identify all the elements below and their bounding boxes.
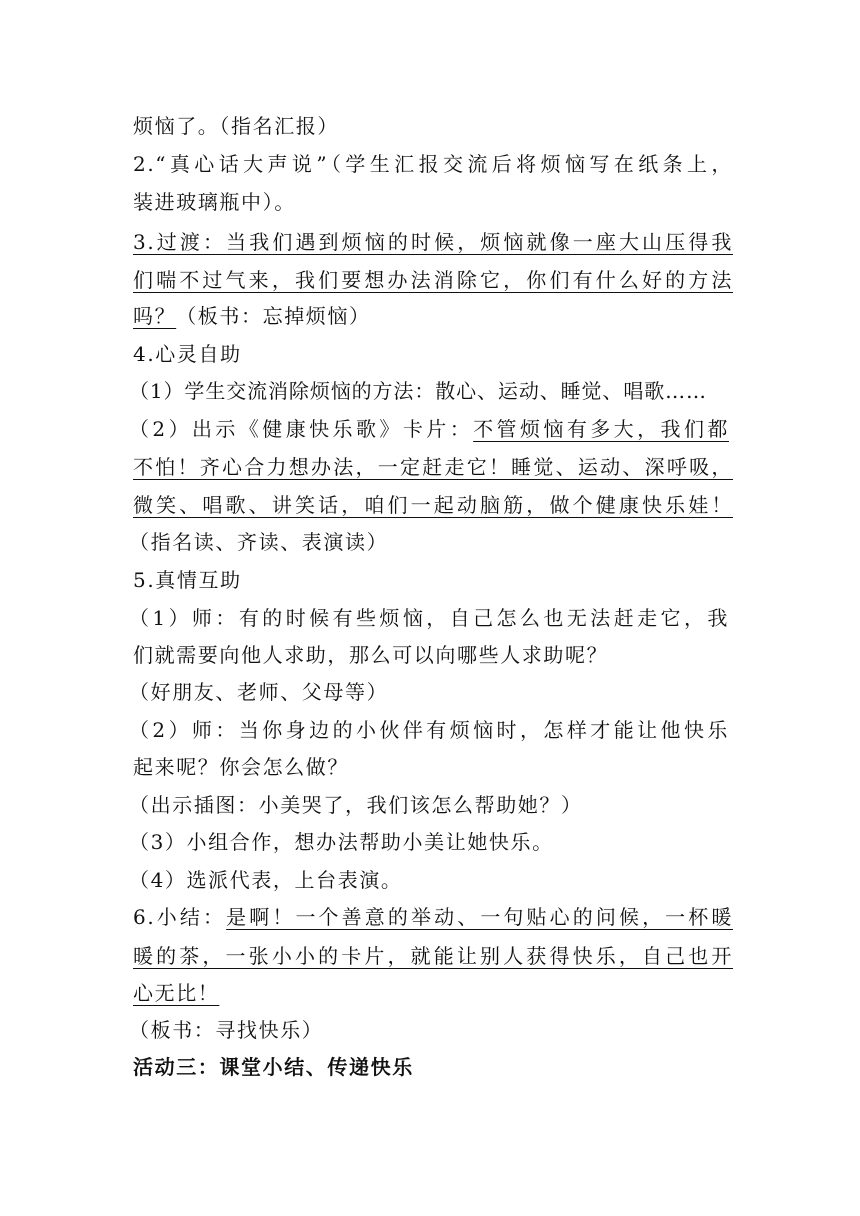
- underlined-text-line: 们喘不过气来，我们要想办法消除它，你们有什么好的方法: [133, 268, 733, 292]
- text-line: （出示插图：小美哭了，我们该怎么帮助她？）: [129, 793, 583, 817]
- underlined-text-line: 3.过渡：当我们遇到烦恼的时候，烦恼就像一座大山压得我: [133, 230, 733, 254]
- board-note: （板书：忘掉烦恼）: [176, 304, 371, 328]
- underlined-text: 吗？: [133, 304, 177, 328]
- activity-heading: 活动三：课堂小结、传递快乐: [133, 1055, 414, 1079]
- section-heading: 5.真情互助: [133, 568, 242, 592]
- text-line: （2）师：当你身边的小伙伴有烦恼时，怎样才能让他快乐: [129, 718, 729, 742]
- text-line: （板书：寻找快乐）: [129, 1018, 324, 1042]
- text-line: （1）学生交流消除烦恼的方法：散心、运动、睡觉、唱歌……: [129, 379, 707, 403]
- text-line: [133, 974, 733, 1012]
- text-line: （1）师：有的时候有些烦恼，自己怎么也无法赶走它，我: [129, 606, 729, 630]
- text-line: 们就需要向他人求助，那么可以向哪些人求助呢？: [133, 643, 609, 667]
- text-line: [133, 898, 733, 936]
- section-heading: 4.心灵自助: [133, 342, 242, 366]
- text-segment: （2）出示《健康快乐歌》卡片：: [129, 417, 474, 441]
- text-line: （好朋友、老师、父母等）: [129, 680, 389, 704]
- text-segment: 6.小结：: [133, 905, 227, 929]
- underlined-text-line: 不怕！齐心合力想办法，一定赶走它！睡觉、运动、深呼吸，: [133, 455, 733, 479]
- text-line: 起来呢？你会怎么做？: [133, 755, 349, 779]
- text-line: 2.“真心话大声说”（学生汇报交流后将烦恼写在纸条上，: [133, 152, 733, 176]
- text-line: 烦恼了。（指名汇报）: [133, 114, 339, 138]
- text-line: 装进玻璃瓶中）。: [133, 190, 296, 214]
- underlined-text: 心无比！: [133, 981, 220, 1005]
- text-line: [133, 297, 733, 335]
- underlined-text-line: 微笑、唱歌、讲笑话，咱们一起动脑筋，做个健康快乐娃！: [133, 493, 733, 517]
- text-line: [129, 410, 729, 448]
- underlined-text: 是啊！一个善意的举动、一句贴心的问候，一杯暖: [226, 905, 733, 929]
- text-line: （3）小组合作，想办法帮助小美让她快乐。: [129, 830, 554, 854]
- underlined-text-line: 暖的茶，一张小小的卡片，就能让别人获得快乐，自己也开: [133, 944, 733, 968]
- underlined-text: 不管烦恼有多大，我们都: [473, 417, 729, 441]
- text-line: （指名读、齐读、表演读）: [129, 530, 389, 554]
- text-line: （4）选派代表，上台表演。: [129, 868, 403, 892]
